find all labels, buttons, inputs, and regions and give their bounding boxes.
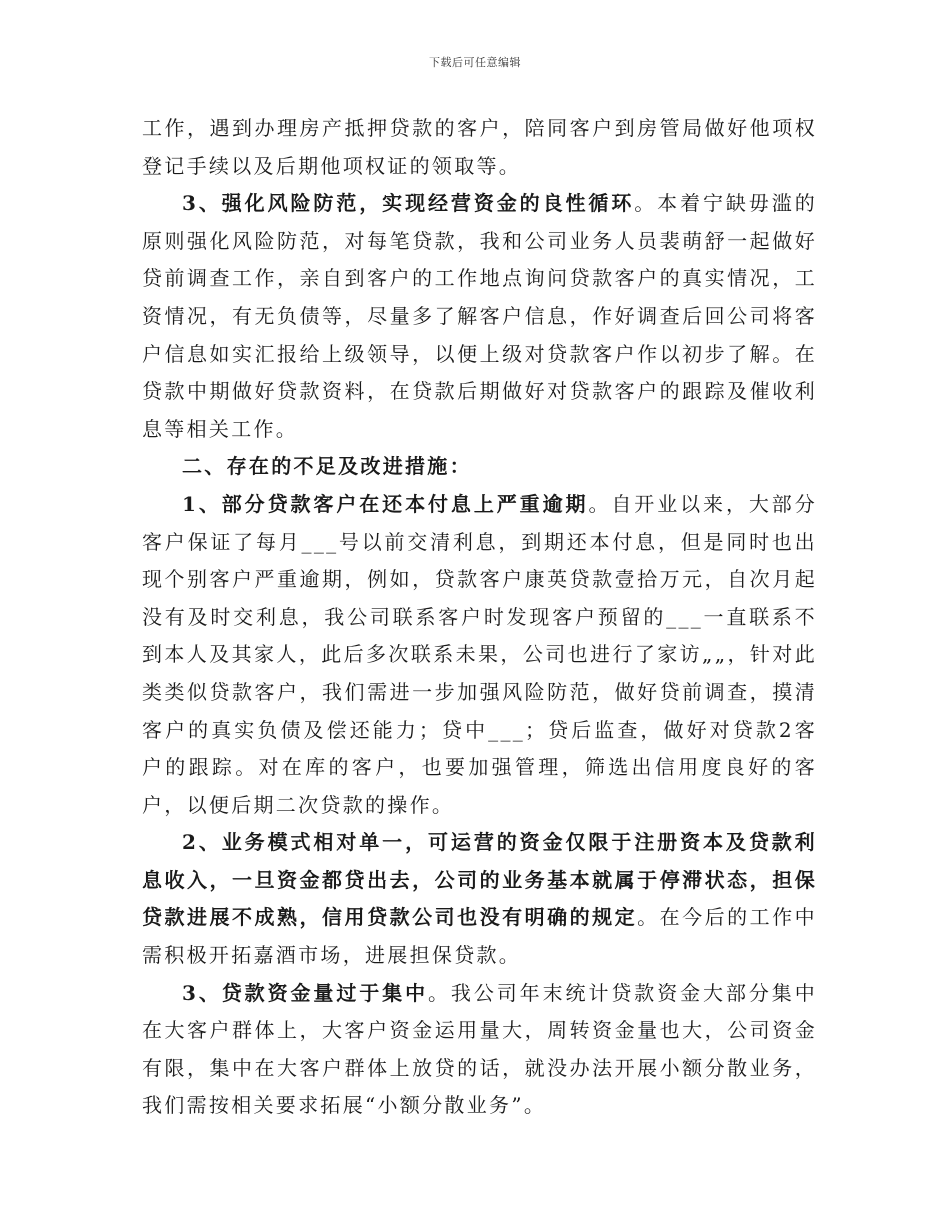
document-body	[142, 110, 817, 1125]
paragraph-heading: 2、业务模式相对单一，可运营的资金仅限于注册资本及贷款利息收入，一旦资金都贷出去，公司的业务基本就属于停滞状态，担保贷款进展不成熟，信用贷款公司也没有明确的规定	[142, 830, 817, 930]
paragraph-text: 。自开业以来，大部分客户保证了每月___号以前交清利息，到期还本付息，但是同时也出现个别客户严重逾期，例如，贷款客户康英贷款壹拾万元，自次月起没有及时交利息，我公司联系客户时发现客户预留的___一直联系不到本人及其家人，此后多次联系未果，公司也进行了家访„„，针对此类类似贷款客户，我们需进一步加强风险防范，做好贷前调查，摸清客户的真实负债及偿还能力；贷中___；贷后监查，做好对贷款2客户的跟踪。对在库的客户，也要加强管理，筛选出信用度良好的客户，以便后期二次贷款的操作。	[142, 491, 817, 817]
paragraph-text: 。本着宁缺毋滥的原则强化风险防范，对每笔贷款，我和公司业务人员裴萌舒一起做好贷前调查工作，亲自到客户的工作地点询问贷款客户的真实情况，工资情况，有无负债等，尽量多了解客户信息，作好调查后回公司将客户信息如实汇报给上级领导，以便上级对贷款客户作以初步了解。在贷款中期做好贷款资料，在贷款后期做好对贷款客户的跟踪及催收利息等相关工作。	[142, 191, 817, 441]
paragraph-business-model	[142, 824, 817, 974]
paragraph-heading: 1、部分贷款客户在还本付息上严重逾期	[182, 491, 589, 516]
paragraph-text: 工作，遇到办理房产抵押贷款的客户，陪同客户到房管局做好他项权登记手续以及后期他项权证的领取等。	[142, 116, 817, 178]
paragraph-overdue-clients	[142, 486, 817, 824]
page-header-note: 下载后可任意编辑	[429, 56, 521, 69]
paragraph-heading: 3、强化风险防范，实现经营资金的良性循环	[182, 191, 635, 216]
paragraph-continuation	[142, 110, 817, 185]
paragraph-heading: 3、贷款资金量过于集中	[182, 980, 429, 1005]
paragraph-text: 。我公司年末统计贷款资金大部分集中在大客户群体上，大客户资金运用量大，周转资金量也大，公司资金有限，集中在大客户群体上放贷的话，就没办法开展小额分散业务，我们需按相关要求拓展“小额分散业务”。	[142, 980, 817, 1118]
paragraph-risk-control	[142, 185, 817, 448]
section-heading-text: 二、存在的不足及改进措施：	[182, 454, 472, 479]
section-heading-shortcomings	[142, 448, 817, 486]
paragraph-text: 。在今后的工作中需积极开拓嘉酒市场，进展担保贷款。	[142, 905, 817, 968]
paragraph-fund-concentration	[142, 975, 817, 1125]
